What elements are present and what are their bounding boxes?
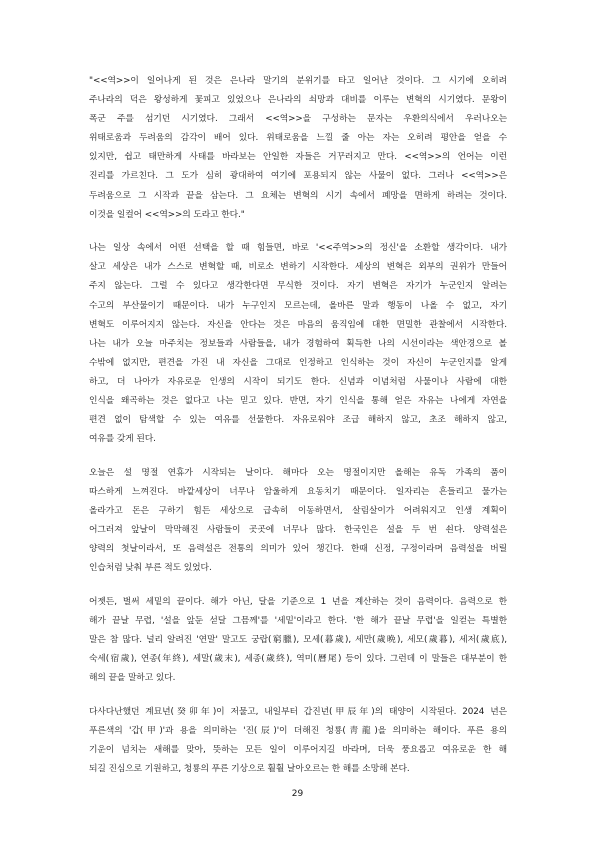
text-line: 위태로움과 두려움의 감각이 배어 있다. 위태로움을 느낄 줄 아는 자는 오히려 평안을 얻을 수 — [89, 133, 507, 144]
text-line: 두려움으로 그 시작과 끝을 삼는다. 그 요체는 변혁의 시기 속에서 폐망을 면하게 하려는 것이다. — [89, 190, 507, 201]
text-line: 기운이 넘치는 새해를 맞아, 뜻하는 모든 일이 이루어지길 바라며, 더욱 풍요롭고 여유로운 한 해 — [89, 745, 507, 755]
text-line: 오늘은 설 명절 연휴가 시작되는 날이다. 해마다 오는 명절이지만 올해는 유독 가족의 품이 — [89, 467, 507, 478]
text-line: 인습처럼 낮춰 부른 적도 있었다. — [89, 563, 212, 574]
paragraph — [89, 239, 507, 449]
text-line: 양력의 첫날이라서, 또 음력설은 전통의 의미가 있어 챙긴다. 한때 신정, 구정이라며 음력설을 버릴 — [89, 544, 507, 555]
text-line: 하고, 더 나아가 자유로운 인생의 시작이 되기도 한다. 신념과 이념처럼 사물이나 사람에 대한 — [89, 376, 507, 387]
paragraph — [89, 703, 507, 779]
text-line: 어젯든, 벌써 세밑의 끝이다. 해가 아닌, 달을 기준으로 1 년을 계산하는 것이 음력이다. 음력으로 한 — [89, 596, 507, 607]
body-text — [89, 72, 507, 794]
text-line: 이것을 일컬어 <<역>>의 도라고 한다." — [89, 209, 245, 220]
paragraph — [89, 593, 507, 688]
text-line: 주지 않는다. 그럴 수 있다고 생각한다면 무식한 것이다. 자기 변혁은 자기가 누군인지 알려는 — [89, 281, 507, 292]
text-line: 해의 끝을 말하고 있다. — [89, 673, 176, 684]
text-line: 편견 없이 탐색할 수 있는 여유를 선물한다. 자유로워야 조급 해하지 않고, 초조 해하지 않고, — [89, 415, 507, 426]
text-line: 주나라의 덕은 왕성하게 꽃피고 있었으나 은나라의 쇠망과 대비를 이루는 변혁의 시기였다. 문왕이 — [89, 95, 507, 106]
text-line: 푸른색의 '갑(甲)'과 용을 의미하는 '진(辰)'이 더해진 청룡(靑龍)을 의미하는 해이다. 푸른 용의 — [89, 725, 507, 736]
text-line: 있지만, 쉽고 태만하게 사태를 바라보는 안일한 자들은 거꾸러지고 만다. <<역>>의 언어는 이런 — [89, 152, 507, 163]
paragraph — [89, 464, 507, 579]
text-line: 나는 내가 오늘 마주치는 정보들과 사람들을, 내가 경험하여 획득한 나의 시선이라는 색안경으로 볼 — [89, 338, 507, 349]
text-line: 다사다난했던 계묘년(癸卯年)이 저물고, 내일부터 갑진년(甲辰年)의 태양이 시작된다. 2024 년은 — [89, 706, 507, 717]
text-line: 올라가고 돈은 구하기 힘든 세상으로 급속히 이동하면서, 살림살이가 어려워지고 인생 계획이 — [89, 505, 507, 516]
text-line: 변혁도 이루어지지 않는다. 자신을 안다는 것은 마음의 움직임에 대한 면밀한 관찰에서 시작한다. — [89, 319, 507, 330]
text-line: 수고의 부산물이기 때문이다. 내가 누구인지 모르는데, 올바른 말과 행동이 나올 수 없고, 자기 — [89, 300, 507, 311]
text-line: 되길 진심으로 기원하고, 청룡의 푸른 기상으로 훨훨 날아오르는 한 해를 소망해 본다. — [89, 764, 410, 775]
paragraph — [89, 72, 507, 225]
text-line: 숙세(宿歲), 연종(年終), 세말(歲末), 세종(歲終), 역미(曆尾) 등이 있다. 그런데 이 말들은 대부분이 한 — [89, 654, 507, 665]
text-line: 진리를 가르친다. 그 도가 심히 광대하여 여기에 포용되지 않는 사물이 없다. 그러나 <<역>>은 — [89, 171, 507, 182]
text-line: 수밖에 없지만, 편견을 가진 내 자신을 그대로 인정하고 인식하는 것이 자신이 누군인지를 알게 — [89, 357, 507, 368]
text-line: 여유를 갖게 된다. — [89, 434, 156, 445]
text-line: 말은 참 많다. 널리 알려진 '연말' 말고도 궁랍(窮臘), 모세(暮歲), 세만(歲晩), 세모(歲暮), 세저(歲底), — [89, 635, 507, 646]
text-line: 나는 일상 속에서 어떤 선택을 할 때 힘들면, 바로 '<<주역>>의 정신'을 소환할 생각이다. 내가 — [89, 243, 507, 254]
text-line: 따스하게 느껴진다. 바깥세상이 너무나 암울하게 요동치기 때문이다. 일자리는 흔들리고 물가는 — [89, 486, 507, 497]
text-line: 인식을 왜곡하는 것은 없다고 나는 믿고 있다. 반면, 자기 인식을 통해 얻은 자유는 나에게 자연을 — [89, 396, 507, 406]
text-line: 어그러져 앞날이 막막해진 사람들이 곳곳에 너무나 많다. 한국인은 설을 두 번 쇤다. 양력설은 — [89, 525, 507, 536]
page-number: 29 — [291, 789, 304, 799]
text-line: "<<역>>이 일어나게 된 것은 은나라 말기의 분위기를 타고 일어난 것이다. 그 시기에 오히려 — [89, 76, 507, 86]
text-line: 살고 세상은 내가 스스로 변혁할 때, 비로소 변하기 시작한다. 세상의 변혁은 외부의 권위가 만들어 — [89, 262, 507, 273]
text-line: 폭군 주를 섬기던 시기였다. 그래서 <<역>>을 구성하는 문자는 우환의식에서 우러나오는 — [89, 114, 507, 125]
text-line: 해가 끝날 무렵, '설을 앞둔 섣달 그믐께'를 '세밑'이라고 한다. '한 해가 끝날 무렵'을 일컫는 특별한 — [89, 615, 507, 626]
